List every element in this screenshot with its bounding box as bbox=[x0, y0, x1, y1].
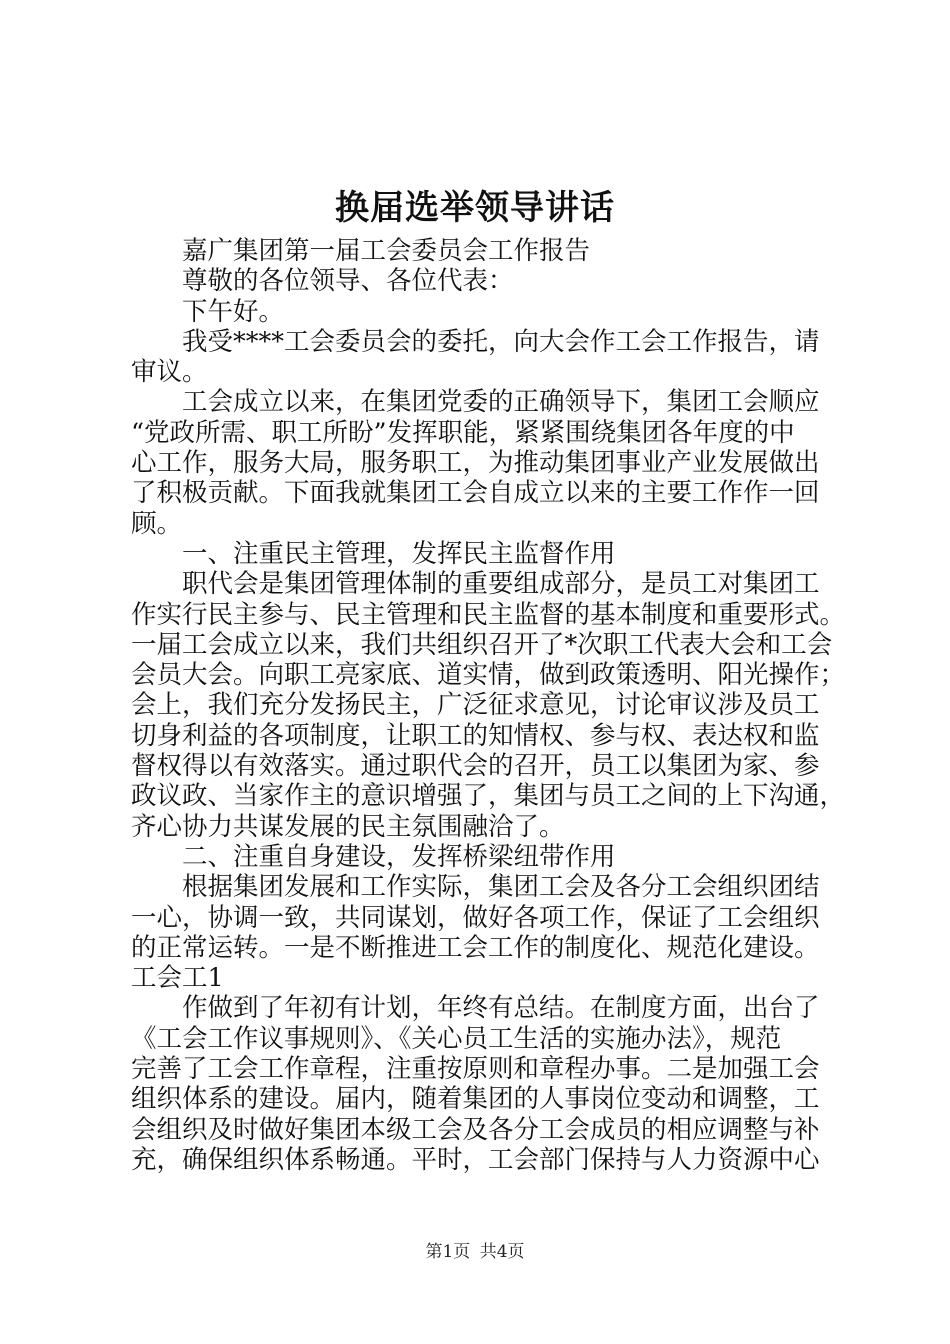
paragraph-line: 《工会工作议事规则》、《关心员工生活的实施办法》，规范 bbox=[131, 1023, 782, 1054]
paragraph-line: 作做到了年初有计划，年终有总结。在制度方面，出台了 bbox=[182, 993, 820, 1024]
paragraph-line: 作实行民主参与、民主管理和民主监督的基本制度和重要形式。 bbox=[131, 599, 846, 630]
paragraph-line: “党政所需、职工所盼”发挥职能，紧紧围绕集团各年度的中 bbox=[131, 417, 795, 448]
paragraph-line: 根据集团发展和工作实际，集团工会及各分工会组织团结 bbox=[182, 872, 820, 903]
page-number: 第1页 bbox=[425, 1242, 471, 1262]
paragraph-line: 充，确保组织体系畅通。平时，工会部门保持与人力资源中心 bbox=[131, 1144, 820, 1175]
paragraph-line: 了积极贡献。下面我就集团工会自成立以来的主要工作作一回 bbox=[131, 478, 820, 509]
paragraph-line: 工会工1 bbox=[131, 963, 224, 994]
paragraph-line: 嘉广集团第一届工会委员会工作报告 bbox=[182, 236, 591, 266]
paragraph-line: 心工作，服务大局，服务职工，为推动集团事业产业发展做出 bbox=[131, 448, 820, 479]
page-total: 共4页 bbox=[479, 1242, 525, 1262]
paragraph-line: 切身利益的各项制度，让职工的知情权、参与权、表达权和监 bbox=[131, 720, 820, 751]
paragraph-line: 政议政、当家作主的意识增强了，集团与员工之间的上下沟通， bbox=[131, 781, 846, 812]
document-title: 换届选举领导讲话 bbox=[335, 188, 615, 228]
paragraph-line: 的正常运转。一是不断推进工会工作的制度化、规范化建设。 bbox=[131, 932, 820, 963]
paragraph-line: 一心，协调一致，共同谋划，做好各项工作，保证了工会组织 bbox=[131, 902, 820, 933]
section-heading: 一、注重民主管理，发挥民主监督作用 bbox=[182, 538, 616, 569]
paragraph-line: 督权得以有效落实。通过职代会的召开，员工以集团为家、参 bbox=[131, 751, 820, 782]
paragraph-line: 组织体系的建设。届内，随着集团的人事岗位变动和调整，工 bbox=[131, 1084, 820, 1115]
document-body bbox=[131, 236, 846, 1175]
paragraph-line: 完善了工会工作章程，注重按原则和章程办事。二是加强工会 bbox=[131, 1054, 820, 1085]
paragraph-line: 审议。 bbox=[131, 357, 208, 388]
paragraph-line: 职代会是集团管理体制的重要组成部分，是员工对集团工 bbox=[182, 569, 820, 600]
paragraph-line: 会组织及时做好集团本级工会及各分工会成员的相应调整与补 bbox=[131, 1114, 820, 1145]
section-heading: 二、注重自身建设，发挥桥梁纽带作用 bbox=[182, 841, 616, 872]
paragraph-line: 顾。 bbox=[131, 508, 183, 539]
paragraph-line: 会上，我们充分发扬民主，广泛征求意见，讨论审议涉及员工 bbox=[131, 690, 820, 721]
paragraph-line: 下午好。 bbox=[182, 296, 285, 327]
page-footer bbox=[0, 1240, 950, 1264]
paragraph-line: 会员大会。向职工亮家底、道实情，做到政策透明、阳光操作； bbox=[131, 660, 846, 691]
paragraph-line: 一届工会成立以来，我们共组织召开了*次职工代表大会和工会 bbox=[131, 629, 833, 660]
paragraph-line: 尊敬的各位领导、各位代表： bbox=[182, 266, 514, 297]
paragraph-line: 齐心协力共谋发展的民主氛围融洽了。 bbox=[131, 811, 565, 842]
paragraph-line: 工会成立以来，在集团党委的正确领导下，集团工会顺应 bbox=[182, 387, 820, 418]
paragraph-line: 我受****工会委员会的委托，向大会作工会工作报告，请 bbox=[182, 326, 820, 357]
